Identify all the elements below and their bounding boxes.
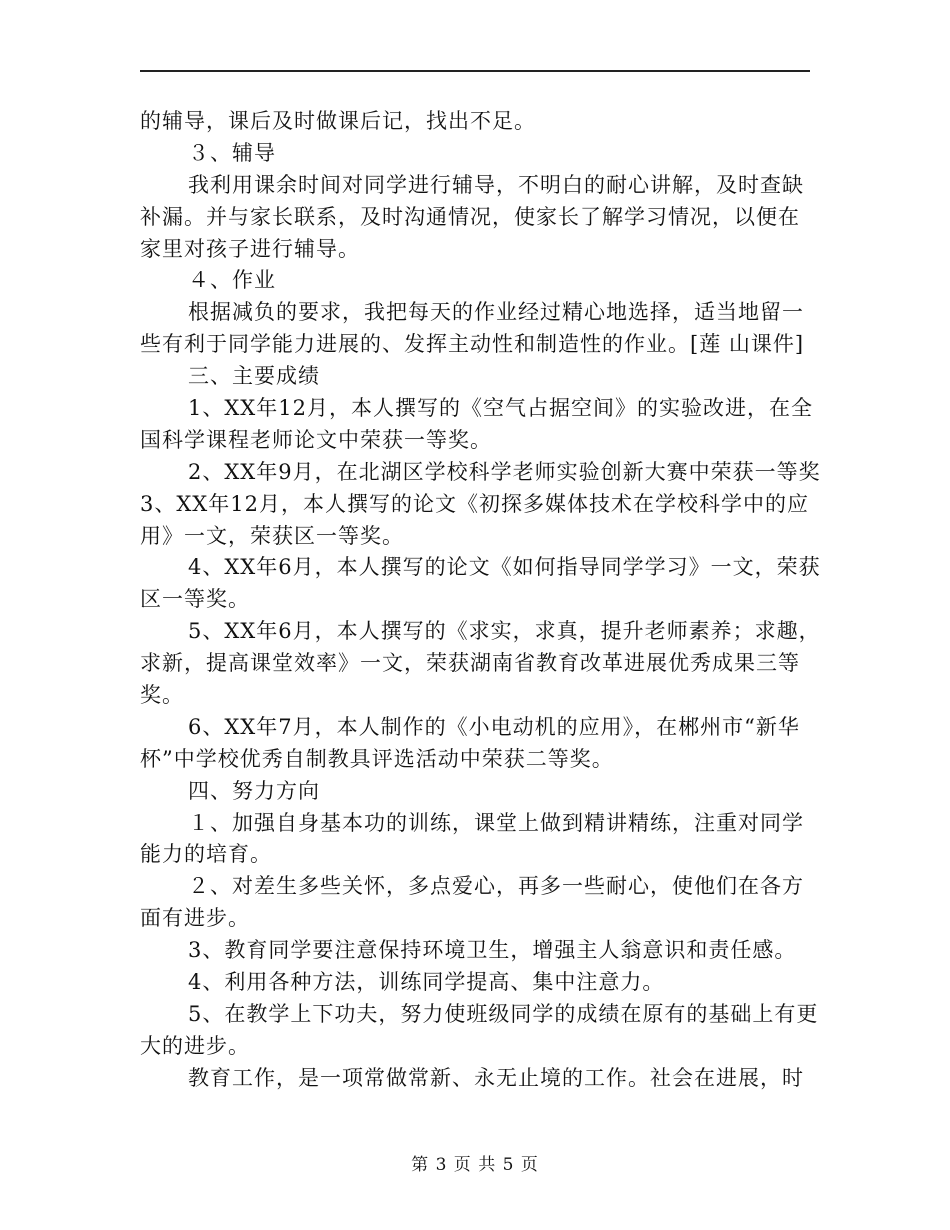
text-line: 国科学课程老师论文中荣获一等奖。 — [140, 427, 492, 452]
text-line: 根据减负的要求，我把每天的作业经过精心地选择，适当地留一 — [188, 300, 804, 325]
header-rule — [140, 70, 810, 72]
text-line: 4、利用各种方法，训练同学提高、集中注意力。 — [188, 970, 665, 995]
text-line: 2、XX年9月，在北湖区学校科学老师实验创新大赛中荣获一等奖 — [188, 459, 821, 484]
text-line: 5、在教学上下功夫，努力使班级同学的成绩在原有的基础上有更 — [188, 1001, 819, 1026]
text-line: 四、努力方向 — [188, 778, 320, 803]
text-line: 3、教育同学要注意保持环境卫生，增强主人翁意识和责任感。 — [188, 938, 797, 963]
document-body — [140, 106, 820, 1095]
text-line: 区一等奖。 — [140, 587, 250, 612]
text-line: ３、辅导 — [188, 140, 276, 165]
page-footer: 第 3 页 共 5 页 — [411, 1155, 539, 1175]
text-line: 4、XX年6月，本人撰写的论文《如何指导同学学习》一文，荣获 — [188, 555, 821, 580]
text-line: 补漏。并与家长联系，及时沟通情况，使家长了解学习情况，以便在 — [140, 204, 800, 229]
text-line: 6、XX年7月，本人制作的《小电动机的应用》，在郴州市“新华 — [188, 714, 800, 739]
text-line: 奖。 — [140, 683, 184, 708]
text-line: 面有进步。 — [140, 906, 250, 931]
text-line: 5、XX年6月，本人撰写的《求实，求真，提升老师素养；求趣， — [188, 619, 821, 644]
text-line: ２、对差生多些关怀，多点爱心，再多一些耐心，使他们在各方 — [188, 874, 804, 899]
text-line: 我利用课余时间对同学进行辅导，不明白的耐心讲解，及时查缺 — [188, 172, 804, 197]
text-line: 能力的培育。 — [140, 842, 272, 867]
text-line: 大的进步。 — [140, 1033, 250, 1058]
text-line: 杯”中学校优秀自制教具评选活动中荣获二等奖。 — [140, 746, 614, 771]
text-line: 家里对孩子进行辅导。 — [140, 236, 360, 261]
text-line: ４、作业 — [188, 268, 276, 293]
text-line: 教育工作，是一项常做常新、永无止境的工作。社会在进展，时 — [188, 1065, 804, 1090]
text-line: 三、主要成绩 — [188, 364, 320, 389]
text-line: 用》一文，荣获区一等奖。 — [140, 523, 404, 548]
text-line: 1、XX年12月，本人撰写的《空气占据空间》的实验改进，在全 — [188, 396, 813, 421]
text-line: 求新，提高课堂效率》一文，荣获湖南省教育改革进展优秀成果三等 — [140, 651, 800, 676]
text-line: 3、XX年12月，本人撰写的论文《初探多媒体技术在学校科学中的应 — [140, 491, 809, 516]
text-line: 的辅导，课后及时做课后记，找出不足。 — [140, 109, 536, 133]
text-line: １、加强自身基本功的训练，课堂上做到精讲精练，注重对同学 — [188, 810, 804, 835]
text-line: 些有利于同学能力进展的、发挥主动性和制造性的作业。[莲 山课件] — [140, 332, 805, 357]
